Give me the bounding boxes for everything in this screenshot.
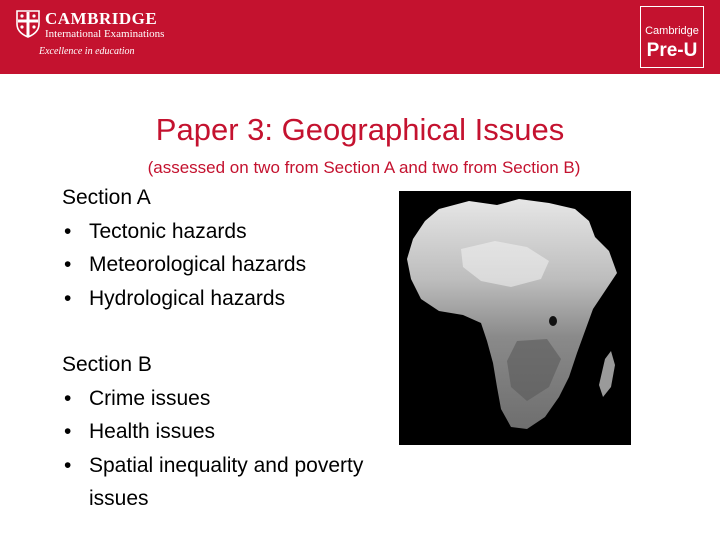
list-item: • Hydrological hazards <box>62 282 306 316</box>
brand-subtitle: International Examinations <box>45 28 165 40</box>
section-b-heading: Section B <box>62 353 152 376</box>
list-item: • Crime issues <box>62 382 369 416</box>
section-a-heading: Section A <box>62 186 151 209</box>
list-item: • Health issues <box>62 415 369 449</box>
badge-top-text: Cambridge <box>645 25 699 37</box>
pre-u-badge <box>640 6 704 68</box>
brand-tagline: Excellence in education <box>39 46 135 57</box>
list-item: • Meteorological hazards <box>62 248 306 282</box>
section-b <box>62 348 369 516</box>
badge-main-text: Pre-U <box>646 40 698 61</box>
africa-map-image <box>399 191 631 445</box>
university-crest-icon <box>16 10 40 38</box>
africa-map-icon <box>399 191 631 445</box>
slide-title: Paper 3: Geographical Issues <box>155 112 565 147</box>
list-item: • Spatial inequality and poverty issues <box>62 449 369 516</box>
section-a <box>62 181 306 315</box>
brand-name: CAMBRIDGE <box>45 9 158 28</box>
header-band <box>0 0 720 74</box>
list-item: • Tectonic hazards <box>62 215 306 249</box>
slide-subtitle: (assessed on two from Section A and two from Section B) <box>147 158 581 177</box>
